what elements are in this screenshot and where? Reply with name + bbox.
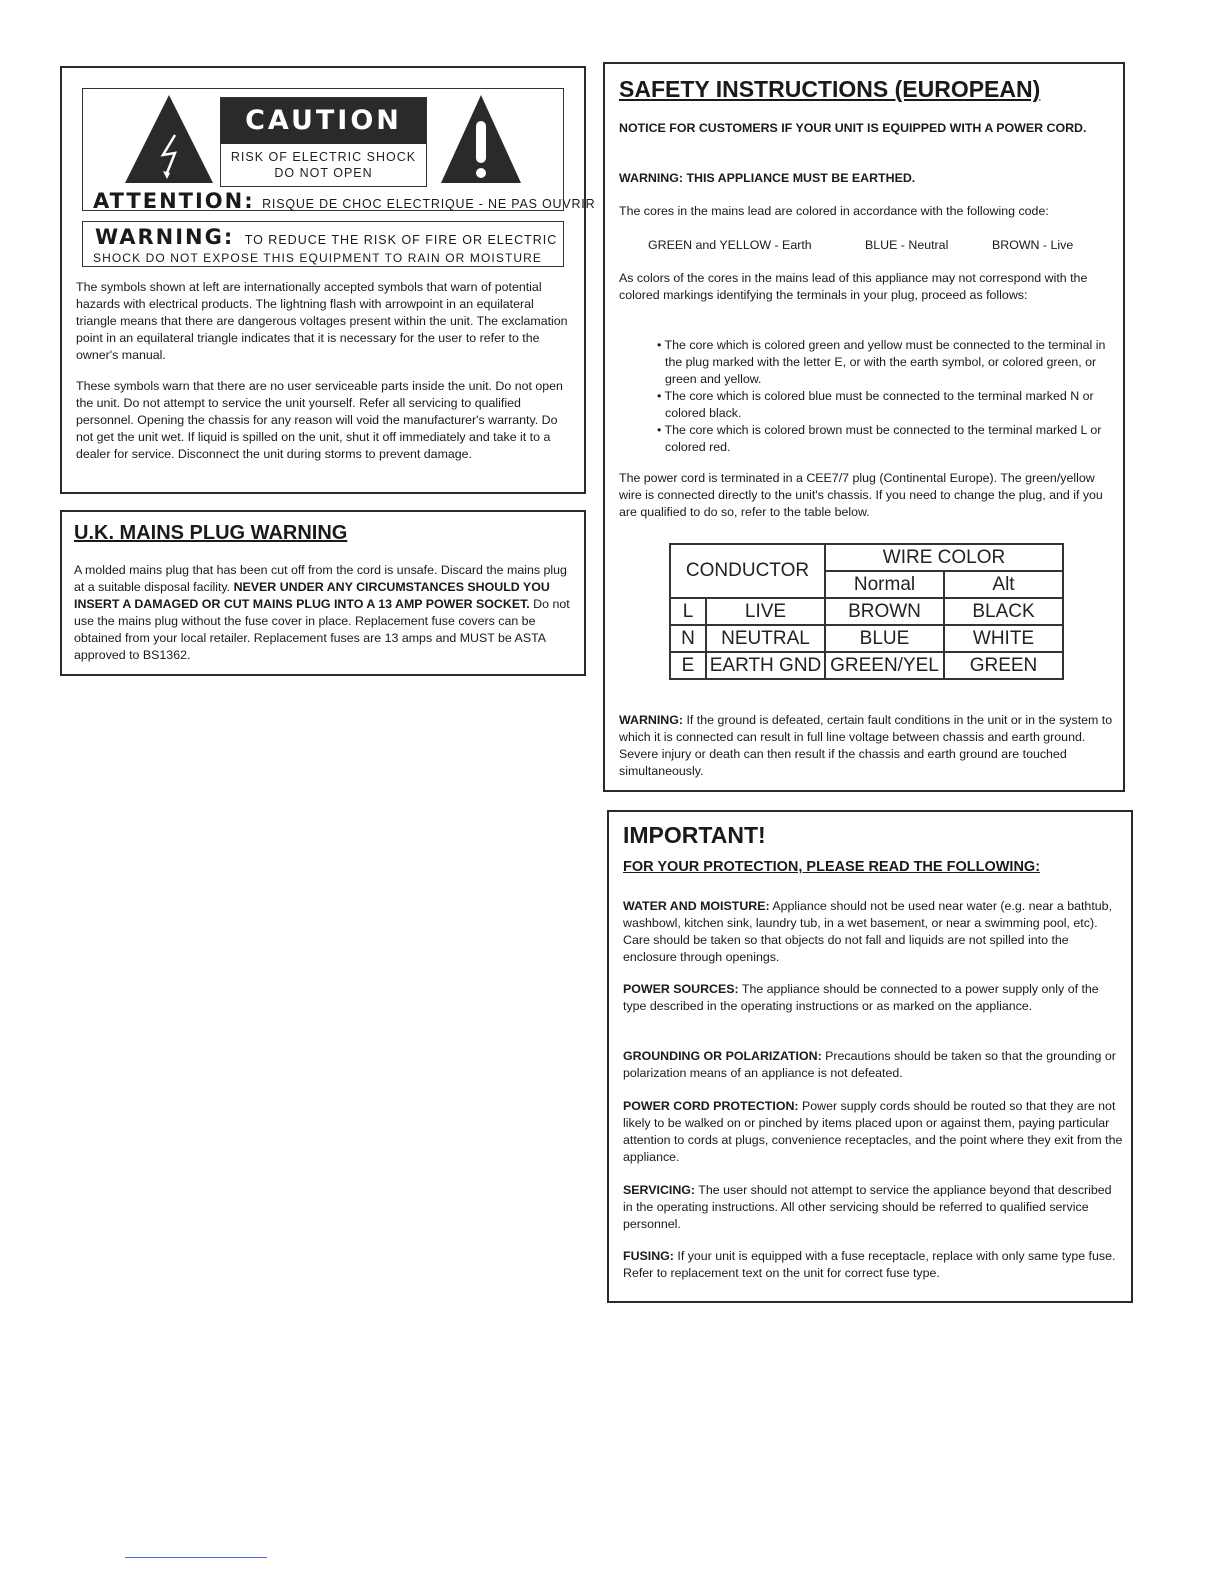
- important-subtitle: FOR YOUR PROTECTION, PLEASE READ THE FOLLOWING:: [623, 859, 1041, 875]
- table-row: [670, 652, 1063, 679]
- code-green: GREEN and YELLOW - Earth: [648, 238, 812, 252]
- row-name: LIVE: [706, 598, 825, 625]
- ground-warning-paragraph: [619, 712, 1117, 780]
- uk-title: U.K. MAINS PLUG WARNING: [74, 522, 348, 544]
- caution-title: CAUTION: [221, 98, 426, 144]
- attention-word: ATTENTION:: [93, 189, 255, 213]
- warning-label: [82, 221, 564, 267]
- warning-row: [95, 225, 557, 249]
- table-row: [670, 625, 1063, 652]
- earth-warning: WARNING: THIS APPLIANCE MUST BE EARTHED.: [619, 171, 916, 185]
- warning-text-2: SHOCK DO NOT EXPOSE THIS EQUIPMENT TO RAIN OR MOISTURE: [93, 251, 543, 265]
- row-code: L: [670, 598, 706, 625]
- alt-header: Alt: [944, 571, 1063, 598]
- normal-header: Normal: [825, 571, 944, 598]
- item-label: POWER CORD PROTECTION:: [623, 1099, 799, 1113]
- row-normal: GREEN/YEL: [825, 652, 944, 679]
- caution-label: [82, 88, 596, 213]
- caution-banner: [220, 97, 427, 187]
- important-title: IMPORTANT!: [623, 822, 766, 848]
- item-label: POWER SOURCES:: [623, 982, 739, 996]
- row-alt: WHITE: [944, 625, 1063, 652]
- service-paragraph: These symbols warn that there are no user serviceable parts inside the unit. Do not open the unit. Do not attempt to service the unit yourself. Refer all servicing to qualified personnel. Opening the chassis for any reason will void the manufacturer's warranty. Do not get the unit wet. If liquid is spilled on the unit, shut it off immediately and take it to a dealer for service. Disconnect the unit during storms to prevent damage.: [76, 379, 563, 461]
- wire-color-header: WIRE COLOR: [825, 544, 1063, 571]
- water-moisture-paragraph: [623, 898, 1123, 966]
- exclamation-triangle-icon: [439, 93, 523, 185]
- row-code: N: [670, 625, 706, 652]
- row-alt: GREEN: [944, 652, 1063, 679]
- warning-word: WARNING:: [95, 225, 235, 249]
- notice-text: NOTICE FOR CUSTOMERS IF YOUR UNIT IS EQUIPPED WITH A POWER CORD.: [619, 121, 1087, 135]
- cores-text: The cores in the mains lead are colored in accordance with the following code:: [619, 204, 1049, 218]
- item-label: GROUNDING OR POLARIZATION:: [623, 1049, 822, 1063]
- item-label: FUSING:: [623, 1249, 674, 1263]
- servicing-paragraph: [623, 1182, 1123, 1233]
- uk-text-bold: NEVER UNDER ANY CIRCUMSTANCES SHOULD YOU INSERT A DAMAGED OR CUT MAINS PLUG INTO A 13 AMP POWER SOCKET.: [74, 580, 550, 611]
- footer-rule: [125, 1557, 267, 1558]
- fusing-paragraph: [623, 1248, 1123, 1282]
- list-item: • The core which is colored green and yellow must be connected to the terminal in the plug marked with the letter E, or with the earth symbol, or colored green, or green and yellow.: [657, 338, 1106, 386]
- important-panel: [607, 810, 1133, 1303]
- wire-color-table: [669, 543, 1064, 680]
- row-name: NEUTRAL: [706, 625, 825, 652]
- lightning-triangle-icon: [123, 93, 215, 185]
- code-blue: BLUE - Neutral: [865, 238, 949, 252]
- item-text: Precautions should be taken so that the grounding or polarization means of an appliance is not defeated.: [623, 1049, 1116, 1080]
- power-cord-paragraph: [623, 1098, 1123, 1166]
- caution-line-2: DO NOT OPEN: [274, 166, 373, 180]
- code-brown: BROWN - Live: [992, 238, 1074, 252]
- core-list: [649, 337, 1119, 456]
- ground-warning-label: WARNING:: [619, 713, 684, 727]
- item-text: If your unit is equipped with a fuse receptacle, replace with only same type fuse. Refer to replacement text on the unit for correct fuse type.: [623, 1249, 1116, 1280]
- attention-row: [93, 189, 595, 213]
- safety-title: SAFETY INSTRUCTIONS (EUROPEAN): [619, 76, 1041, 102]
- caution-line-1: RISK OF ELECTRIC SHOCK: [230, 150, 417, 164]
- list-item: • The core which is colored brown must be connected to the terminal marked L or colored red.: [657, 423, 1102, 454]
- uk-paragraph: [74, 562, 574, 664]
- uk-mains-plug-panel: [60, 510, 586, 676]
- row-code: E: [670, 652, 706, 679]
- item-text: Appliance should not be used near water (e.g. near a bathtub, washbowl, kitchen sink, laundry tub, in a wet basement, or near a swimming pool, etc). Care should be taken so that objects do not fall and liquids are not spilled into the enclosure through openings.: [623, 899, 1112, 964]
- row-normal: BROWN: [825, 598, 944, 625]
- row-name: EARTH GND: [706, 652, 825, 679]
- item-text: The user should not attempt to service the appliance beyond that described in the operating instructions. All other servicing should be referred to qualified service personnel.: [623, 1183, 1112, 1231]
- plug-paragraph: The power cord is terminated in a CEE7/7 plug (Continental Europe). The green/yellow wire is connected directly to the unit's chassis. If you need to change the plug, and if you are qualified to do so, refer to the table below.: [619, 471, 1103, 519]
- uk-text-b: Do not use the mains plug without the fuse cover in place. Replacement fuse covers can be obtained from your local retailer. Replacement fuses are 13 amps and MUST be ASTA approved to BS1362.: [74, 597, 570, 662]
- colors-paragraph: As colors of the cores in the mains lead of this appliance may not correspond with the colored markings identifying the terminals in your plug, proceed as follows:: [619, 271, 1088, 302]
- uk-text-a: A molded mains plug that has been cut off from the cord is unsafe. Discard the mains plug at a suitable disposal facility.: [74, 563, 567, 594]
- list-item: • The core which is colored blue must be connected to the terminal marked N or colored black.: [657, 389, 1094, 420]
- item-text: Power supply cords should be routed so that they are not likely to be walked on or pinched by items placed upon or against them, paying particular attention to cords at plugs, convenience receptacles, and the point where they exit from the appliance.: [623, 1099, 1123, 1164]
- warning-text-1: TO REDUCE THE RISK OF FIRE OR ELECTRIC: [244, 233, 558, 247]
- symbols-paragraph: The symbols shown at left are internationally accepted symbols that warn of potential hazards with electrical products. The lightning flash with arrowpoint in an equilateral triangle means that there are dangerous voltages present within the unit. The exclamation point in an equilateral triangle indicates that it is necessary for the user to refer to the owner's manual.: [76, 280, 568, 362]
- row-alt: BLACK: [944, 598, 1063, 625]
- safety-instructions-panel: [603, 62, 1125, 792]
- item-text: The appliance should be connected to a power supply only of the type described in the operating instructions or as marked on the appliance.: [623, 982, 1099, 1013]
- row-normal: BLUE: [825, 625, 944, 652]
- grounding-paragraph: [623, 1048, 1123, 1082]
- item-label: WATER AND MOISTURE:: [623, 899, 770, 913]
- power-sources-paragraph: [623, 981, 1123, 1015]
- caution-panel: [60, 66, 596, 494]
- table-header-row: [670, 544, 1063, 571]
- item-label: SERVICING:: [623, 1183, 696, 1197]
- attention-text: RISQUE DE CHOC ELECTRIQUE - NE PAS OUVRIR: [262, 197, 596, 211]
- ground-warning-text: If the ground is defeated, certain fault conditions in the unit or in the system to which it is connected can result in full line voltage between chassis and earth ground. Severe injury or death can then result if the chassis and earth ground are touched simultaneously.: [619, 713, 1113, 778]
- table-row: [670, 598, 1063, 625]
- conductor-header: CONDUCTOR: [670, 544, 825, 598]
